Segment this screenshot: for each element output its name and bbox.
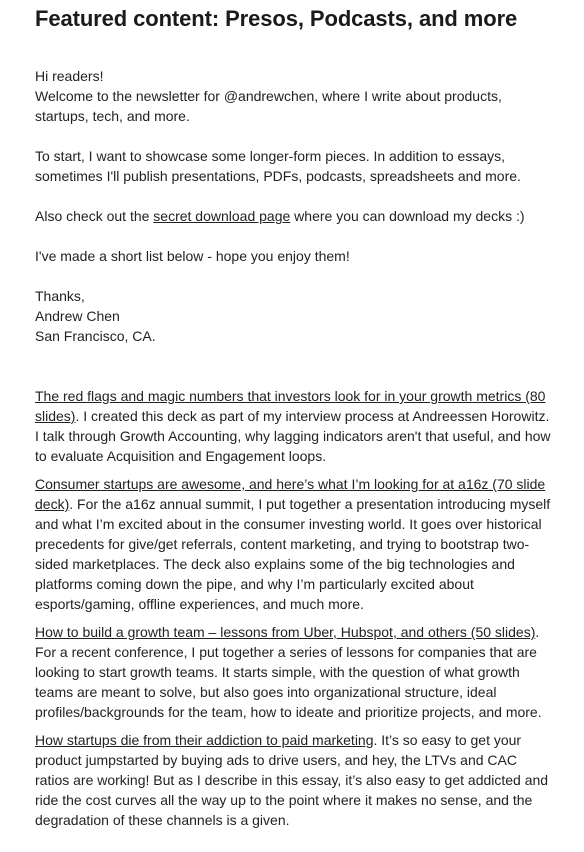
signoff-location: San Francisco, CA. [35, 328, 156, 344]
download-note [35, 206, 554, 226]
item-description: . I created this deck as part of my interview process at Andreessen Horowitz. I talk through Growth Accounting, why lagging indicators aren't that useful, and how to evaluate Acquisition and Engagement loops. [35, 408, 551, 464]
page-title: Featured content: Presos, Podcasts, and more [35, 6, 518, 31]
featured-list [35, 386, 554, 830]
intro-section [35, 66, 554, 346]
item-description: . For a recent conference, I put together a series of lessons for companies that are looking to start growth teams. It starts simple, with the question of what growth teams are meant to solve, but also goes into organizational structure, ideal profiles/backgrounds for the team, how to ideate and prioritize projects, and more. [35, 624, 542, 720]
welcome-text: Welcome to the newsletter for @andrewchen, where I write about products, startups, tech, and more. [35, 88, 502, 124]
list-item [35, 474, 554, 614]
download-note-prefix: Also check out the [35, 208, 154, 224]
item-link-paid-marketing[interactable]: How startups die from their addiction to paid marketing [35, 732, 374, 748]
secret-download-link[interactable]: secret download page [153, 208, 291, 224]
list-item [35, 622, 554, 722]
item-description: . For the a16z annual summit, I put together a presentation introducing myself and what I’m excited about in the consumer investing world. It goes over historical precedents for give/get referrals, content marketing, and trying to bootstrap two-sided marketplaces. The deck also explains some of the big technologies and platforms coming down the pipe, and why I’m particularly excited about esports/gaming, offline experiences, and much more. [35, 496, 551, 612]
signoff-thanks: Thanks, [35, 288, 85, 304]
item-description: . It’s so easy to get your product jumpstarted by buying ads to drive users, and hey, the LTVs and CAC ratios are working! But as I describe in this essay, it’s also easy to get addicted and ride the cost curves all the way up to the point where it makes no sense, and the degradation of these channels is a given. [35, 732, 549, 828]
item-link-consumer-startups[interactable]: Consumer startups are awesome, and here’s what I’m looking for at a16z (70 slide deck) [35, 476, 546, 512]
item-link-growth-team[interactable]: How to build a growth team – lessons from Uber, Hubspot, and others (50 slides) [35, 624, 536, 640]
download-note-suffix: where you can download my decks :) [290, 208, 525, 224]
item-link-growth-metrics[interactable]: The red flags and magic numbers that investors look for in your growth metrics (80 slides) [35, 388, 546, 424]
list-item [35, 730, 554, 830]
signoff-name: Andrew Chen [35, 308, 120, 324]
greeting-text: Hi readers! [35, 68, 104, 84]
showcase-text: To start, I want to showcase some longer-form pieces. In addition to essays, sometimes I'll publish presentations, PDFs, podcasts, spreadsheets and more. [35, 148, 521, 184]
list-item [35, 386, 554, 466]
list-note-text: I've made a short list below - hope you enjoy them! [35, 248, 350, 264]
